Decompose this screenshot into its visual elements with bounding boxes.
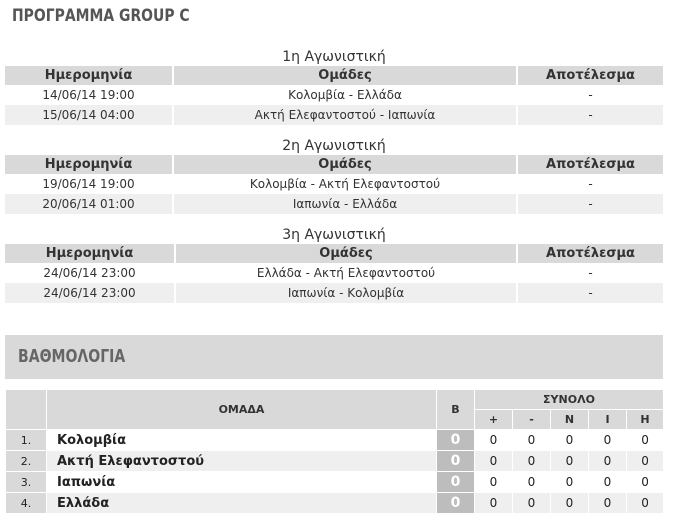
standings-minus: 0 [513,451,551,472]
match-result: - [517,263,663,283]
standings-team-header: ΟΜΑΔΑ [47,390,437,430]
match-date: 24/06/14 23:00 [5,283,175,303]
standings-n-header: Ν [551,410,589,430]
round-title: 1η Αγωνιστική [282,49,386,65]
match-teams: Κολομβία - Ακτή Ελεφαντοστού [173,174,517,194]
standings-points: 0 [437,493,475,514]
match-result: - [517,85,663,105]
standings-h: 0 [627,451,664,472]
match-row [5,283,663,303]
round-3 [5,226,663,303]
standings-row [6,430,664,451]
round-2 [5,137,663,214]
match-date: 14/06/14 19:00 [5,85,173,105]
col-teams-header: Ομάδες [173,155,517,174]
standings-total-header: ΣΥΝΟΛΟ [475,390,664,410]
standings-i: 0 [589,430,627,451]
fixtures-table [5,66,663,125]
round-title: 3η Αγωνιστική [282,227,386,243]
standings-row [6,472,664,493]
standings-n: 0 [551,493,589,514]
standings-h: 0 [627,493,664,514]
match-teams: Ακτή Ελεφαντοστού - Ιαπωνία [173,105,517,125]
standings-h-header: Η [627,410,664,430]
match-date: 20/06/14 01:00 [5,194,173,214]
standings-row [6,451,664,472]
standings-points: 0 [437,472,475,493]
standings-n: 0 [551,472,589,493]
standings-i: 0 [589,493,627,514]
standings-plus-header: + [475,410,513,430]
standings-minus: 0 [513,472,551,493]
match-result: - [517,174,663,194]
match-row [5,263,663,283]
standings-table [5,389,664,514]
col-result-header: Αποτέλεσμα [517,155,663,174]
col-result-header: Αποτέλεσμα [517,244,663,263]
match-row [5,174,663,194]
standings-points: 0 [437,451,475,472]
standings-plus: 0 [475,472,513,493]
standings-plus: 0 [475,451,513,472]
standings-team: Ακτή Ελεφαντοστού [47,451,437,472]
match-date: 15/06/14 04:00 [5,105,173,125]
match-row [5,194,663,214]
match-teams: Ιαπωνία - Κολομβία [175,283,517,303]
match-teams: Ελλάδα - Ακτή Ελεφαντοστού [175,263,517,283]
match-date: 24/06/14 23:00 [5,263,175,283]
standings-pos: 2. [6,451,47,472]
standings-points: 0 [437,430,475,451]
standings-pos: 4. [6,493,47,514]
standings-row [6,493,664,514]
fixtures-table [5,155,663,214]
col-date-header: Ημερομηνία [5,244,175,263]
match-result: - [517,283,663,303]
standings-n: 0 [551,451,589,472]
round-title: 2η Αγωνιστική [282,138,386,154]
match-row [5,85,663,105]
standings-team: Κολομβία [47,430,437,451]
match-result: - [517,194,663,214]
standings-h: 0 [627,472,664,493]
match-teams: Κολομβία - Ελλάδα [173,85,517,105]
round-1 [5,48,663,125]
standings-pos: 3. [6,472,47,493]
standings-team: Ελλάδα [47,493,437,514]
standings-i-header: Ι [589,410,627,430]
col-result-header: Αποτέλεσμα [517,66,663,85]
col-teams-header: Ομάδες [173,66,517,85]
fixtures-table [5,244,663,303]
col-date-header: Ημερομηνία [5,66,173,85]
match-teams: Ιαπωνία - Ελλάδα [173,194,517,214]
match-result: - [517,105,663,125]
standings-i: 0 [589,472,627,493]
page-title: ΠΡΟΓΡΑΜΜΑ GROUP C [12,6,190,26]
standings-plus: 0 [475,430,513,451]
standings-pos-header [6,390,47,430]
match-row [5,105,663,125]
col-date-header: Ημερομηνία [5,155,173,174]
standings-minus: 0 [513,493,551,514]
standings-points-header: Β [437,390,475,430]
standings-title: ΒΑΘΜΟΛΟΓΙΑ [18,346,126,367]
standings-team: Ιαπωνία [47,472,437,493]
standings-pos: 1. [6,430,47,451]
standings-i: 0 [589,451,627,472]
standings-header [5,335,663,379]
standings-minus: 0 [513,430,551,451]
col-teams-header: Ομάδες [175,244,517,263]
standings-plus: 0 [475,493,513,514]
standings-minus-header: - [513,410,551,430]
standings-h: 0 [627,430,664,451]
standings-n: 0 [551,430,589,451]
match-date: 19/06/14 19:00 [5,174,173,194]
